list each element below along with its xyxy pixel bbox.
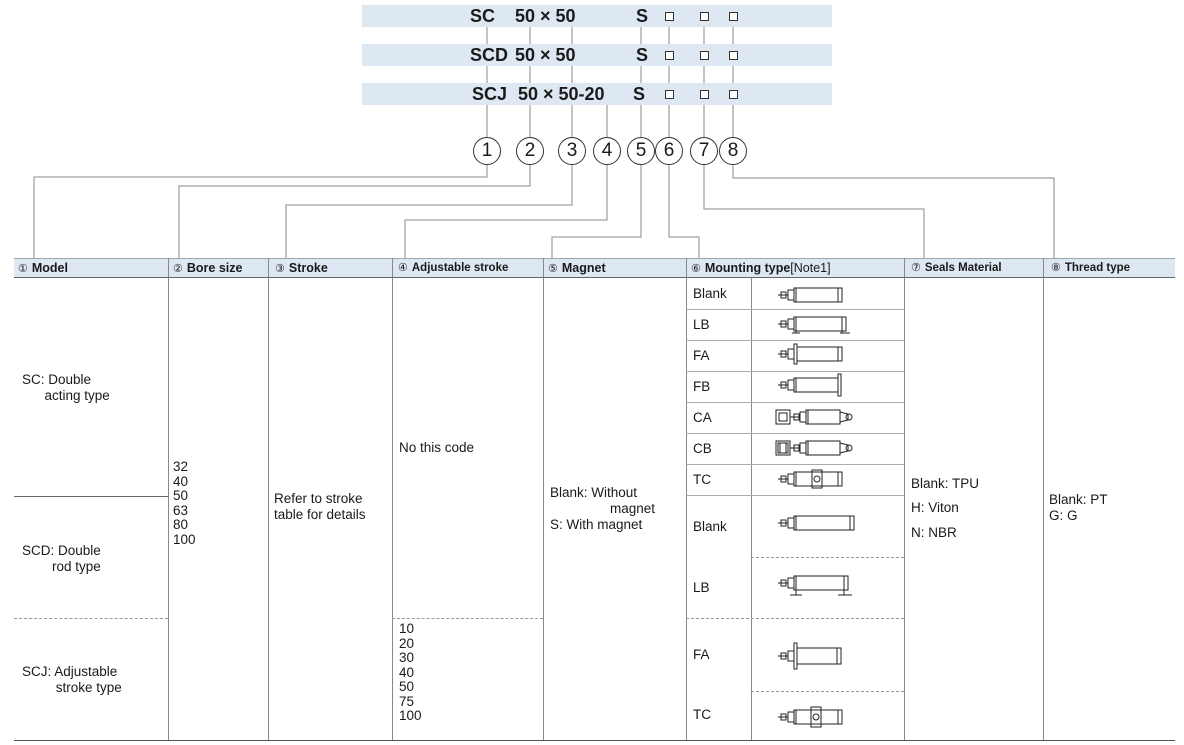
mount-code: TC bbox=[693, 707, 711, 722]
header-seals-material: ⑦ Seals Material bbox=[911, 262, 1002, 274]
position-number-6: 6 bbox=[655, 137, 683, 165]
row-divider bbox=[686, 495, 904, 496]
cylinder-double-rod-trunnion-icon bbox=[778, 706, 848, 728]
header-thread-type: ⑧ Thread type bbox=[1051, 262, 1131, 274]
row-divider bbox=[686, 309, 904, 310]
header-model: ① Model bbox=[18, 261, 68, 275]
code-scj-prefix: SCJ bbox=[472, 84, 508, 104]
table-bottom-border bbox=[14, 740, 1175, 741]
mount-code: LB bbox=[693, 580, 710, 595]
row-divider bbox=[686, 340, 904, 341]
row-divider bbox=[686, 371, 904, 372]
mount-code: FA bbox=[693, 348, 710, 363]
cylinder-trunnion-icon bbox=[778, 469, 848, 489]
header-magnet: ⑤ Magnet bbox=[548, 261, 606, 275]
code-scj-dims: 50 × 50-20 bbox=[518, 84, 605, 104]
cylinder-clevis-icon bbox=[774, 407, 856, 427]
position-number-4: 4 bbox=[593, 137, 621, 165]
row-divider bbox=[392, 618, 543, 619]
seal-tpu: Blank: TPU bbox=[911, 476, 980, 491]
seal-nbr: N: NBR bbox=[911, 525, 957, 540]
code-sc-dims: 50 × 50 bbox=[515, 6, 576, 26]
column-divider bbox=[751, 278, 752, 740]
row-divider bbox=[14, 496, 168, 497]
row-divider bbox=[751, 691, 904, 692]
column-divider bbox=[168, 258, 169, 740]
column-divider bbox=[392, 258, 393, 740]
mount-code: FA bbox=[693, 647, 710, 662]
position-number-1: 1 bbox=[473, 137, 501, 165]
row-divider bbox=[686, 433, 904, 434]
mount-code: Blank bbox=[693, 519, 727, 534]
column-divider bbox=[543, 258, 544, 740]
header-adjustable-stroke: ④ Adjustable stroke bbox=[398, 262, 509, 274]
position-number-7: 7 bbox=[690, 137, 718, 165]
row-divider bbox=[686, 464, 904, 465]
position-number-3: 3 bbox=[558, 137, 586, 165]
mount-code: FB bbox=[693, 379, 711, 394]
position-number-5: 5 bbox=[627, 137, 655, 165]
cylinder-double-rod-flange-icon bbox=[778, 642, 850, 670]
row-divider bbox=[686, 618, 904, 619]
bore-size-list: 32 40 50 63 80 100 bbox=[173, 459, 196, 547]
stroke-text: Refer to stroke table for details bbox=[274, 491, 366, 522]
cylinder-front-flange-icon bbox=[778, 343, 848, 365]
header-mounting-type: ⑥ Mounting type[Note1] bbox=[691, 261, 831, 275]
cylinder-double-clevis-icon bbox=[774, 438, 856, 458]
model-sc: SC: Double acting type bbox=[22, 372, 110, 403]
mount-code: LB bbox=[693, 317, 710, 332]
seal-viton: H: Viton bbox=[911, 500, 959, 515]
model-scd: SCD: Double rod type bbox=[22, 543, 101, 574]
mount-code: TC bbox=[693, 472, 711, 487]
row-divider bbox=[14, 618, 168, 619]
row-divider bbox=[686, 402, 904, 403]
code-sc-prefix: SC bbox=[470, 6, 496, 26]
mount-code: Blank bbox=[693, 286, 727, 301]
mount-code: CB bbox=[693, 441, 712, 456]
position-number-8: 8 bbox=[719, 137, 747, 165]
thread-text: Blank: PT G: G bbox=[1049, 492, 1108, 523]
magnet-text: Blank: Without magnet S: With magnet bbox=[550, 485, 656, 532]
model-scj: SCJ: Adjustable stroke type bbox=[22, 664, 122, 695]
column-divider bbox=[686, 258, 687, 740]
cylinder-double-rod-basic-icon bbox=[778, 513, 860, 533]
adjustable-values: 10 20 30 40 50 75 100 bbox=[399, 621, 422, 723]
cylinder-basic-icon bbox=[778, 285, 848, 305]
adjustable-none: No this code bbox=[399, 440, 475, 455]
cylinder-double-rod-foot-icon bbox=[778, 573, 858, 599]
column-divider bbox=[268, 258, 269, 740]
position-number-2: 2 bbox=[516, 137, 544, 165]
column-divider bbox=[904, 258, 905, 740]
code-scd-dims: 50 × 50 bbox=[515, 45, 576, 65]
cylinder-rear-flange-icon bbox=[778, 373, 850, 397]
code-scj-magnet: S bbox=[633, 84, 646, 104]
code-scd-prefix: SCD bbox=[470, 45, 509, 65]
header-bore-size: ② Bore size bbox=[173, 261, 243, 275]
mount-code: CA bbox=[693, 410, 712, 425]
code-scd-magnet: S bbox=[636, 45, 649, 65]
row-divider bbox=[751, 557, 904, 558]
column-divider bbox=[1043, 258, 1044, 740]
cylinder-foot-icon bbox=[778, 314, 856, 336]
header-stroke: ③ Stroke bbox=[275, 261, 328, 275]
code-sc-magnet: S bbox=[636, 6, 649, 26]
